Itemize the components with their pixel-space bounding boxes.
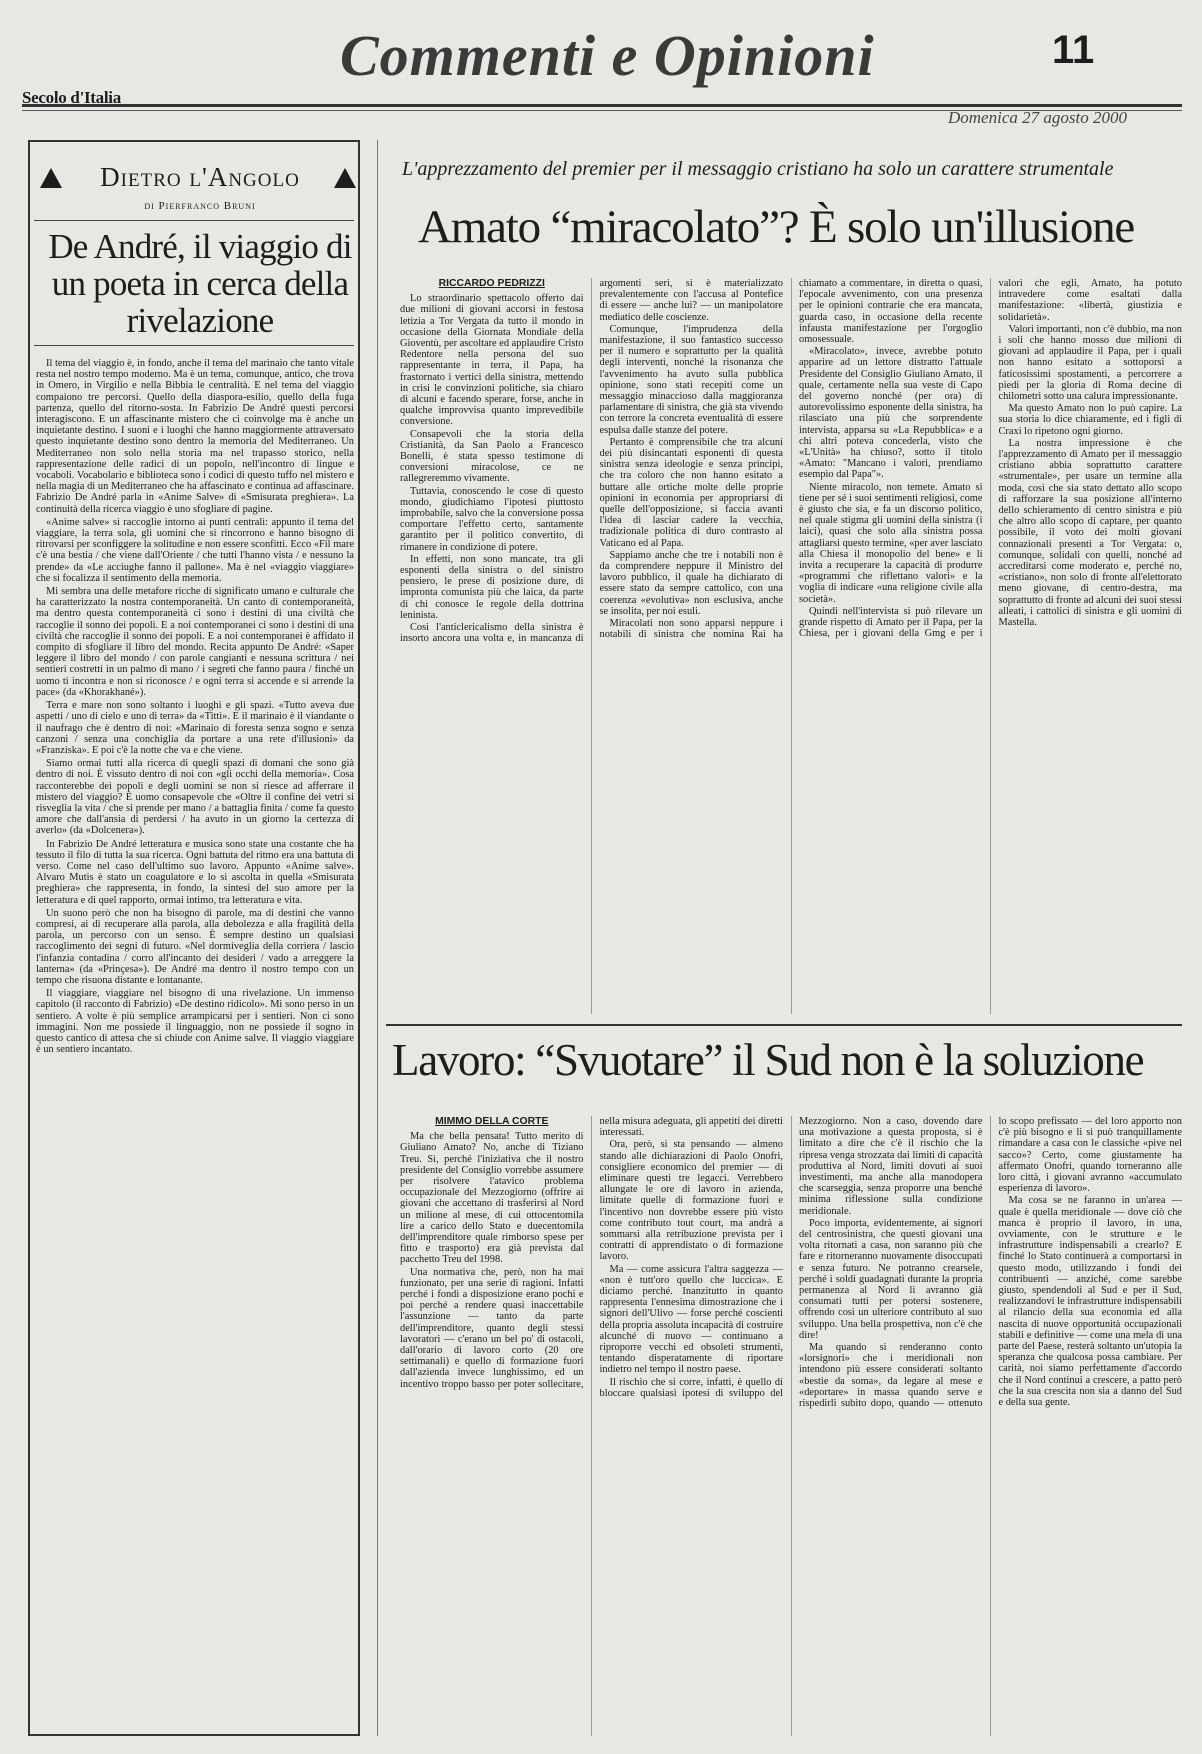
article-body [400, 278, 1182, 1014]
paragraph: Quindi nell'intervista si può rilevare un grande rispetto di Amato per il Papa, per la Chiesa, per i giovani della Gmg e per i valori che egli, Amato, ha potuto intravedere come esaltati dalla manifestazione: «libertà, giustizia e solidarietà». [799, 278, 1182, 640]
paragraph: Il tema del viaggio è, in fondo, anche il tema del marinaio che tanto vitale resta nel nostro tempo moderno. Ma è un tema, comunque, antico, che trova in Omero, in Virgilio e nella Bibbia le centralità. E nel tema del viaggio compaiono tre percorsi. Quello della diaspora-esilio, quello della fuga partenza, quello del ritorno-sosta. In Fabrizio De André questi percorsi interagiscono. E un affascinante mistero che ci coinvolge ma è anche un inquietante destino. I suoni e i luoghi che hanno maggiormente attraversato questo inquietante destino sono dentro la memoria del Mediterraneo. Un Mediterraneo non solo nella storia ma nel trapasso storico, nella rappresentazione delle radici di un popolo, nell'incontro di lingue e vocaboli. Vocabolario e biblioteca sono i codici di questo tuffo nel mistero e nella magia di un Mediterraneo che ha affascinato e continua ad affascinare. Fabrizio De André parla in «Anime Salve» di «Smisurata preghiera». La continuità della ricerca viaggio è uno sfogliare di pagine. [36, 358, 354, 515]
paragraph: Il viaggiare, viaggiare nel bisogno di una rivelazione. Un immenso capitolo (il racconto di Fabrizio) «De destino ridicolo». Mi sono perso in un sentiero. A volte è più semplice arrampicarsi per i sentieri. Non ci sono immagini. Non me possiede il linguaggio, non ne possiede il sogno in questo cantico di attesa che si chiude con Anime salve. Il viaggio viaggiare è un sentiero incantato. [36, 988, 354, 1056]
paragraph: Terra e mare non sono soltanto i luoghi e gli spazi. «Tutto aveva due aspetti / uno di cielo e uno di terra» da «Tittì». E il marinaio è il viandante o il naufrago che è dentro di noi: «Marinaio di foresta senza sogno e senza canzoni / senza una conchiglia da portare a una rete d'illusioni» da «Franziska». E poi c'è la notte che va e che viene. [36, 700, 354, 756]
article-kicker: L'apprezzamento del premier per il messaggio cristiano ha solo un carattere strumentale [402, 158, 1114, 180]
masthead-rule [22, 104, 1182, 107]
article-title: Amato “miracolato”? È solo un'illusione [418, 201, 1135, 253]
paragraph: Così l'anticlericalismo della sinistra è insorto ancora una volta e, in mancanza di argomenti seri, si è materializzato prevalentemente con l'accusa al Pontefice di essere — anche lui? — un manipolatore mediatico delle coscienze. [400, 278, 783, 645]
page-number: 11 [1052, 28, 1095, 72]
paragraph: In effetti, non sono mancate, tra gli esponenti della sinistra o del sinistro pensiero, le prese di posizione dure, di impronta comunista più che laica, da parte di chi conosce le regole della dottrina leninista. [400, 553, 584, 621]
paragraph: Valori importanti, non c'è dubbio, ma non i soli che hanno mosso due milioni di giovani ad applaudire il Papa, per i quali non hanno esitato a sottoporsi a faticosissimi spostamenti, a percorrere a piedi per la gloria di Roma decine di chilometri sotto una calura impressionante. [998, 323, 1182, 403]
paragraph: Niente miracolo, non temete. Amato si tiene per sé i suoi sentimenti religiosi, come è giusto che sia, e fa un discorso politico, nel quale stigma gli uomini della sinistra (i laici), quasi che solo alla sinistra possa attagliarsi questo termine, «per aver lasciato alla Chiesa il monopolio del bene» e li invita a recuperare la capacità di produrre «programmi che riflettano valori» e la voglia di indicare «una religione civile alla società». [799, 481, 983, 605]
article-title: Lavoro: “Svuotare” il Sud non è la soluzione [392, 1035, 1144, 1085]
divider [34, 345, 354, 346]
divider [386, 1024, 1182, 1026]
paragraph: Lo straordinario spettacolo offerto dai due milioni di giovani accorsi in festosa letizia a Tor Vergata da tutto il mondo in occasione della Giornata Mondiale della Gioventù, per ascoltare ed applaudire Cristo Redentore nella persona del suo rappresentante in terra, il Papa, ha frastornato i vertici della sinistra, mettendo in crisi le convinzioni politiche, sia chiaro di alcuni e facendo sperare, forse, anche in qualche improvvisa quanto imprevedibile conversione. [400, 293, 584, 428]
column-divider [377, 140, 378, 1736]
paragraph: Sappiamo anche che tre i notabili non è da comprendere neppure il Ministro del lavoro pubblico, il quale ha dichiarato di essere stato da sempre cattolico, con una coerenza «evolutiva» non esclusiva, anche se insolita, per noi esuli. [599, 549, 783, 617]
paragraph: Il rischio che si corre, infatti, è quello di bloccare qualsiasi ipotesi di sviluppo del Mezzogiorno. Non a caso, dovendo dare una motivazione a questa proposta, si è limitato a dire che c'è il rischio che la ripresa venga strozzata dai limiti di capacità produttiva al Nord, limiti dovuti ai suoi investimenti, ma anche alla manodopera che scarseggia, senza proporre una benché minima riflessione sulla condizione meridionale. [599, 1116, 983, 1399]
paragraph: Tuttavia, conoscendo le cose di questo mondo, giudichiamo l'ipotesi piuttosto improbabile, salvo che la conversione possa comportare l'effetto certo, santamente garantito per il politico convertito, di rimanere in condizione di potere. [400, 485, 584, 553]
column-body [36, 358, 354, 1728]
paragraph: Consapevoli che la storia della Cristianità, da San Paolo a Francesco Bonelli, è stata spesso testimone di conversioni miracolose, ce ne rallegreremmo vivamente. [400, 428, 584, 485]
paragraph: La nostra impressione è che l'apprezzamento di Amato per il messaggio cristiano abbia soprattutto carattere «strumentale», per usare un termine alla moda, così che sia stato dettato allo scopo di rafforzare la sua posizione all'interno dello schieramento di centro sinistra e più che altro allo scopo di captare, per quanto possibile, il voto dei molti giovani connazionali presenti a Tor Vergata: o, comunque, solidali con quelli, nonché ad accreditarsi come moderato e, perché no, «cristiano», non solo di fronte all'elettorato meno giovane, di centro-destra, ma soprattutto di fronte ad alcuni dei suoi stessi alleati, i cattolici di sinistra e gli uomini di Mastella. [998, 437, 1182, 629]
column-heading: Dietro l'Angolo [100, 162, 300, 192]
paper-name: Secolo d'Italia [22, 88, 121, 107]
paragraph: Ma che bella pensata! Tutto merito di Giuliano Amato? No, anche di Tiziano Treu. Sì, perché l'iniziativa che il nostro presidente del Consiglio vorrebbe assumere per risolvere l'atavico problema occupazionale del Mezzogiorno (offrire ai giovani che accettano di trasferirsi al Nord un milione al mese, di cui ottocentomila lire a carico dello Stato e duecentomila dell'imprenditore quale rimborso spese per fitto e trasporto) era già prevista dal pacchetto Treu del 1998. [400, 1131, 584, 1266]
paragraph: «Miracolato», invece, avrebbe potuto apparire ad un lettore distratto l'attuale Presidente del Consiglio Giuliano Amato, il quale, certamente nella sua veste di Capo del governo nonché (per ora) di autorevolissimo esponente della sinistra, ha rilasciato una più che sorprendente intervista, apparsa su «La Repubblica» e a chi altri poteva concederla, visto che «L'Unità» ha chiuso?, sotto il titolo «Amato: "Mancano i valori, prendiamo esempio dal Papa"». [799, 346, 983, 481]
article-body [400, 1116, 1182, 1736]
column-author: di Pierfranco Bruni [144, 200, 256, 212]
paragraph: Ma — come assicura l'altra saggezza — «non è tutt'oro quello che luccica». E diciamo perché. Inanzitutto in quanto rappresenta l'ennesima dimostrazione che i signori dell'Ulivo — forse perché coscienti della propria assoluta incapacità di costruire alcunché di nuovo — continuano a riproporre vecchi ed obsoleti strumenti, tentando disperatamente di riportare indietro nel tempo il nostro paese. [599, 1263, 783, 1376]
paragraph: Pertanto è comprensibile che tra alcuni dei più disincantati esponenti di questa sinistra senza ideologie e senza principi, che tra coloro che non hanno esitato a buttare alle ortiche molte delle proprie opinioni in economia per appropriarsi di quelle dell'opposizione, si faccia avanti l'idea di lasciar cadere la vecchia, tradizionale politica di duro contrasto al Vaticano ed al Papa. [599, 436, 783, 549]
byline: MIMMO DELLA CORTE [435, 1116, 549, 1127]
paragraph: In Fabrizio De André letteratura e musica sono state una costante che ha tessuto il filo di tutta la sua ricerca. Ogni battuta del ritmo era una battuta di verso. Come nel caso dell'ultimo suo lavoro. Appunto «Anime salve». Alvaro Mutis è stato un coagulatore e lo si ascolta in quella «Smisurata preghiera» che rappresenta, in fondo, la sintesi del suo amore per la letteratura e di quel rapporto, ormai intimo, tra letteratura e vita. [36, 838, 354, 906]
paragraph: Ma questo Amato non lo può capire. La sua storia lo dice chiaramente, ed i figli di Craxi lo ripetono ogni giorno. [998, 403, 1182, 437]
paragraph: Siamo ormai tutti alla ricerca di quegli spazi di domani che sono già dentro di noi. È vissuto dentro di noi con «gli occhi della memoria». Cosa racconterebbe dei popoli e degli uomini se non si riesce ad afferrare il mistero del viaggio? È uomo consapevole che «Oltre il confine dei vetri si risveglia la vita / che si prende per mano / a battaglia finita / come fa questo amore che dall'ansia di perdersi / ha avuto in un giorno la certezza di averlo» (da «Dolcenera»). [36, 758, 354, 837]
section-title: Commenti e Opinioni [340, 23, 875, 88]
column-title: De André, il viaggio di un poeta in cerca della rivelazione [48, 227, 352, 340]
paragraph: Miracolati non sono apparsi neppure i notabili di sinistra che nomina Rai ha chiamato a commentare, in diretta o quasi, l'epocale avvenimento, con una presenza per le opinioni contrarie che era mancata, guarda caso, in occasione della recente infausta manifestazione per l'orgoglio omosessuale. [599, 278, 983, 641]
page-date: Domenica 27 agosto 2000 [948, 108, 1127, 127]
paragraph: Comunque, l'imprudenza della manifestazione, il suo fantastico successo per il numero e soprattutto per la qualità degli interventi, nonché la risonanza che l'avvenimento ha avuto sulla pubblica opinione, sono stati recepiti come un messaggio minaccioso dalla maggioranza parlamentare di sinistra, che già sta vivendo con terrore la concreta eventualità di essere espulsa dalle stanze del potere. [599, 323, 783, 436]
paragraph: Un suono però che non ha bisogno di parole, ma di destini che vanno compresi, ai di recuperare alla parola, alla debolezza e alla fragilità della parola, un percorso con un senso. È sempre destino un qualsiasi raccoglimento dei segni di futuro. «Nel dormiveglia della corriera / lascio l'infanzia contadina / corro all'incanto dei desideri / vado a arreggere la lanterna» (da «Prinçesa»). De André ma dentro il nostro tempo con un tempo che risuona distante e lontanante. [36, 907, 354, 986]
paragraph: Ora, però, si sta pensando — almeno stando alle dichiarazioni di Paolo Onofri, consigliere economico del premier — di eliminare questi tre legacci. Verrebbero allungate le ore di lavoro in azienda, limitate quelle di formazione fuori e l'incentivo non dovrebbe essere più visto come contributo tout court, ma andrà a sommarsi alla retribuzione prevista per i contratti di apprendistato o di formazione lavoro. [599, 1139, 783, 1263]
paragraph: Ma cosa se ne faranno in un'area — quale è quella meridionale — dove ciò che manca è proprio il lavoro, in una, ovviamente, con le strutture e le infrastrutture indispensabili a crearlo? E finché lo Stato continuerà a comportarsi in questo modo, utilizzando i fondi dei contribuenti — anziché, come sarebbe giusto, spendendoli al Sud e per il Sud, realizzandovi le infrastrutture indispensabili al rilancio della sua economia ed alla nascita di nuove opportunità occupazionali stabili e definitive — come una mela di una parte del Paese, resterà soltanto un'utopia la speranza che qualcosa possa cambiare. Per carità, noi siamo perfettamente d'accordo che il Nord continui a crescere, a patto però che la sua crescita non sia a danno del Sud e della sua gente. [998, 1195, 1182, 1409]
paragraph: Poco importa, evidentemente, ai signori del centrosinistra, che questi giovani una volta ritornati a casa, non saranno più che fare e ritorneranno nuovamente disoccupati e senza futuro. Ne potranno crearsele, perché i soldi guadagnati durante la propria permanenza al Nord li avranno già consumati tutti per potersi sostenere, offrendo così un ulteriore contributo al suo sviluppo. Una bella prospettiva, non c'è che dire! [799, 1217, 983, 1341]
byline: RICCARDO PEDRIZZI [438, 278, 545, 289]
paragraph: Una normativa che, però, non ha mai funzionato, per una serie di ragioni. Infatti perché i fondi a disposizione erano pochi e poi perché a rendere quasi inaccettabile l'assunzione — tanto da parte dell'imprenditore, quanto degli stessi lavoratori — c'erano un bel po' di ostacoli, dall'orario di lavoro corto (20 ore settimanali) e quello di formazione fuori dall'azienda invece lunghissimo, ed un incentivo troppo basso per poter sollecitare, nella misura adeguata, gli appetiti dei diretti interessati. [400, 1116, 783, 1390]
divider [34, 220, 354, 221]
paragraph: Ma quando si renderanno conto «lorsignori» che i meridionali non intendono più essere considerati soltanto «bestie da soma», da legare al mese e «deportare» in massa quando serve e rispedirli subito dopo, quando — ottenuto lo scopo prefissato — del loro apporto non c'è più bisogno e li si può tranquillamente rimandare a casa con le classiche «pive nel sacco»? Certo, come giustamente ha affermato Onofri, quando torneranno alle loro città, i giovani avranno «accumulato esperienza di lavoro». [799, 1116, 1182, 1410]
paragraph: Mi sembra una delle metafore ricche di significato umano e culturale che ha caratterizzato la nostra contemporaneità. Un canto di contemporaneità, ma dentro questa contemporaneità ci sono i destini di una civiltà che raccoglie il sonno dei popoli. E a noi contemporanei ci sono i destini di una civiltà che raccoglie il sonno dei popoli. E a noi contemporanei è affidato il compito di sfogliare il libro del mondo. Recita appunto De André: «Saper leggere il libro del mondo / con parole cangianti e nessuna scrittura / nei sentieri costretti in un palmo di mano / i segreti che fanno paura / finché un uomo ti incontra e non si riconosce / e ogni terra si accende e si arrende la pace» (da «Khorakhané»). [36, 586, 354, 698]
paragraph: «Anime salve» si raccoglie intorno ai punti centrali: appunto il tema del viaggiare, la terra sola, gli uomini che si rincorrono e hanno bisogno di ritrovarsi per sconfiggere la solitudine e non essere sconfitti. Ecco «Fil mare c'è una bestia / che viene dall'Oriente / che tutti l'hanno vista / e nessuno la prende» da «Le acciughe fanno il pallone». Ma è nel «viaggio viaggiare» che si focalizza il sentimento della memoria. [36, 516, 354, 584]
